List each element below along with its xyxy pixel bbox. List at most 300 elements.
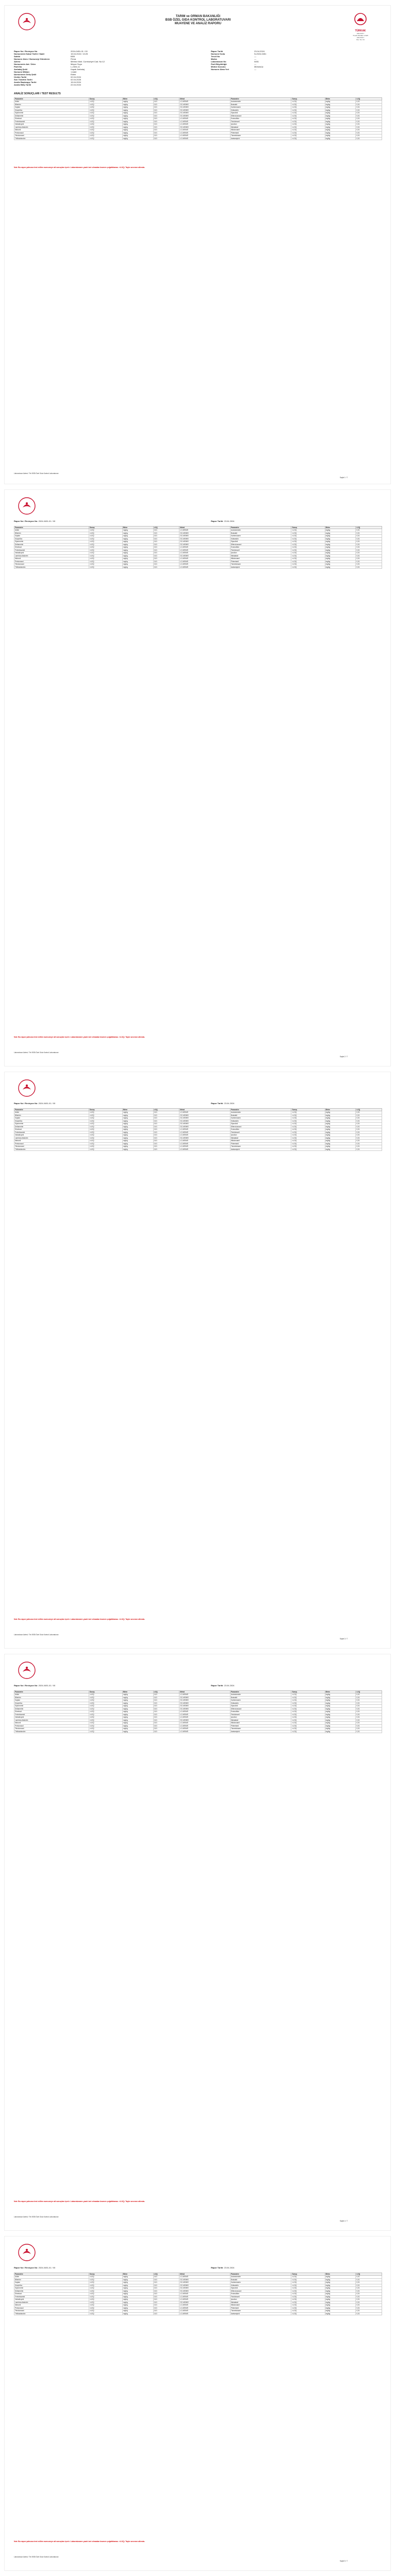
table-cell: <LOQ bbox=[291, 1131, 325, 1134]
table-cell: Trifloksistrobin bbox=[14, 566, 89, 569]
info-key: Parti Büyüklüğü bbox=[211, 63, 227, 65]
table-cell: <LOQ bbox=[89, 120, 122, 123]
table-cell: <LOQ bbox=[291, 126, 325, 129]
table-cell: mg/kg bbox=[122, 2304, 153, 2307]
table-cell: <LOQ bbox=[291, 1719, 325, 1722]
table-cell: 0,01 bbox=[356, 112, 382, 115]
report-info-right bbox=[211, 50, 266, 71]
table-cell: Trifloksistrobin bbox=[14, 1148, 89, 1151]
table-cell: mg/kg bbox=[122, 2278, 153, 2281]
info-value: 0451 bbox=[254, 60, 259, 63]
page-footer: Laboratuvar Adresi / Tel: BSB Özel Gıda Kontrol Laboratuvarı bbox=[14, 2556, 59, 2558]
table-cell: mg/kg bbox=[325, 134, 356, 138]
table-cell: Aldrin bbox=[14, 1111, 89, 1114]
column-header: Parametre bbox=[230, 1691, 291, 1693]
table-cell: mg/kg bbox=[122, 2301, 153, 2304]
table-cell: <LOQ bbox=[89, 540, 122, 544]
table-cell: Fenheksamid bbox=[14, 2295, 89, 2298]
table-cell: GC-MS/MS bbox=[179, 1699, 231, 1702]
table-cell: LC-MS/MS bbox=[179, 2310, 231, 2313]
table-cell: Siprodinil bbox=[230, 2287, 291, 2290]
table-cell: mg/kg bbox=[325, 1114, 356, 1117]
red-note: Not: Bu rapor yalnızca test edilen numuneye ait sonuçları içerir. Laboratuvarın yazılı izni olmadan kısmen çoğaltılamaz. <LOQ: Tayin sınırının altında. bbox=[14, 1036, 145, 1038]
table-cell: <LOQ bbox=[291, 2281, 325, 2284]
table-cell: 0,01 bbox=[153, 1707, 179, 1710]
table-cell: Pirimetanil bbox=[230, 2307, 291, 2310]
table-cell: 0,01 bbox=[153, 543, 179, 546]
table-cell: mg/kg bbox=[122, 1125, 153, 1128]
table-cell: <LOQ bbox=[89, 1120, 122, 1123]
table-cell: Fenheksamid bbox=[14, 1713, 89, 1716]
table-cell: 0,01 bbox=[356, 114, 382, 117]
table-cell: <LOQ bbox=[89, 2295, 122, 2298]
table-cell: GC-MS/MS bbox=[179, 540, 231, 544]
column-header: LOQ bbox=[356, 1691, 382, 1693]
table-cell: mg/kg bbox=[122, 529, 153, 532]
table-cell: 0,01 bbox=[153, 114, 179, 117]
red-note: Not: Bu rapor yalnızca test edilen numuneye ait sonuçları içerir. Laboratuvarın yazılı izni olmadan kısmen çoğaltılamaz. <LOQ: Tayin sınırının altında. bbox=[14, 166, 145, 168]
column-header: Sonuç bbox=[291, 1109, 325, 1111]
table-cell: mg/kg bbox=[325, 566, 356, 569]
table-cell: <LOQ bbox=[89, 535, 122, 538]
table-cell: İmidakloprid bbox=[14, 1134, 89, 1137]
table-cell: mg/kg bbox=[325, 2307, 356, 2310]
table-cell: 0,01 bbox=[356, 2304, 382, 2307]
table-cell: Endosülfan bbox=[230, 1128, 291, 1131]
table-cell: mg/kg bbox=[325, 543, 356, 546]
red-note: Not: Bu rapor yalnızca test edilen numuneye ait sonuçları içerir. Laboratuvarın yazılı izni olmadan kısmen çoğaltılamaz. <LOQ: Tayin sınırının altında. bbox=[14, 1618, 145, 1620]
table-cell: mg/kg bbox=[122, 1140, 153, 1143]
table-cell: <LOQ bbox=[291, 1713, 325, 1716]
table-cell: LC-MS/MS bbox=[179, 1693, 231, 1697]
info-value: N-2024-0451 bbox=[254, 53, 267, 55]
table-cell: Metomil bbox=[14, 557, 89, 561]
table-cell: 0,01 bbox=[356, 2295, 382, 2298]
table-cell: mg/kg bbox=[122, 2276, 153, 2279]
column-header: Sonuç bbox=[291, 2273, 325, 2276]
table-cell: LC-MS/MS bbox=[179, 1134, 231, 1137]
table-cell: 0,01 bbox=[153, 2278, 179, 2281]
table-cell: <LOQ bbox=[89, 529, 122, 532]
table-cell: Klotianidin bbox=[230, 109, 291, 112]
table-cell: mg/kg bbox=[122, 126, 153, 129]
table-cell: Karbendazim bbox=[230, 1117, 291, 1120]
table-cell: 0,01 bbox=[153, 126, 179, 129]
column-header: LOQ bbox=[356, 527, 382, 529]
table-cell: 0,01 bbox=[356, 557, 382, 561]
info-key: Ambalaj Şekli bbox=[14, 68, 28, 71]
column-header: Parametre bbox=[14, 2273, 89, 2276]
table-cell: <LOQ bbox=[291, 2295, 325, 2298]
table-cell: 0,01 bbox=[356, 100, 382, 104]
table-cell: 0,01 bbox=[153, 106, 179, 109]
table-cell: <LOQ bbox=[89, 1713, 122, 1716]
table-cell: 0,01 bbox=[153, 123, 179, 126]
table-cell: GC-MS/MS bbox=[179, 126, 231, 129]
table-cell: <LOQ bbox=[89, 1702, 122, 1705]
cont-k1: Rapor No / Revizyon No bbox=[14, 1684, 38, 1687]
page-number: Sayfa 2 / 7 bbox=[340, 1056, 348, 1058]
table-cell: 0,01 bbox=[153, 554, 179, 557]
table-cell: LC-MS/MS bbox=[179, 2298, 231, 2301]
table-cell: mg/kg bbox=[122, 1727, 153, 1731]
table-cell: <LOQ bbox=[89, 1140, 122, 1143]
results-table bbox=[14, 1690, 382, 1733]
info-value: — bbox=[254, 55, 256, 58]
table-cell: 0,01 bbox=[153, 1699, 179, 1702]
table-cell: 0,01 bbox=[153, 2293, 179, 2296]
table-cell: 0,01 bbox=[153, 1705, 179, 1708]
table-cell: LC-MS/MS bbox=[179, 1145, 231, 1148]
table-cell: <LOQ bbox=[89, 549, 122, 552]
table-cell: LC-MS/MS bbox=[179, 566, 231, 569]
table-cell: Miklobutanil bbox=[230, 557, 291, 561]
table-cell: Aldrin bbox=[14, 1693, 89, 1697]
table-cell: mg/kg bbox=[325, 1140, 356, 1143]
table-cell: mg/kg bbox=[325, 1111, 356, 1114]
table-cell: <LOQ bbox=[291, 1148, 325, 1151]
table-cell: Dimetoat bbox=[14, 1710, 89, 1714]
table-cell: 0,01 bbox=[153, 540, 179, 544]
table-cell: mg/kg bbox=[122, 1696, 153, 1699]
table-cell: 0,01 bbox=[153, 552, 179, 555]
table-cell: <LOQ bbox=[89, 2290, 122, 2293]
table-cell: <LOQ bbox=[89, 2276, 122, 2279]
table-row bbox=[14, 2312, 382, 2315]
page-number: Sayfa 5 / 7 bbox=[340, 2560, 348, 2562]
table-cell: <LOQ bbox=[89, 1705, 122, 1708]
table-cell: 0,01 bbox=[356, 120, 382, 123]
continuation-header-right: Rapor Tarihi: 23.04.2024 bbox=[211, 1684, 235, 1687]
info-value: 15.04.2024 / 10:25 bbox=[71, 53, 88, 55]
table-cell: <LOQ bbox=[89, 134, 122, 138]
table-cell: 0,01 bbox=[356, 529, 382, 532]
ministry-emblem bbox=[18, 1079, 36, 1097]
table-cell: LC-MS/MS bbox=[179, 2304, 231, 2307]
column-header: Birim bbox=[122, 527, 153, 529]
table-cell: Sipermetrin bbox=[14, 540, 89, 544]
table-cell: mg/kg bbox=[325, 100, 356, 104]
results-table bbox=[14, 97, 382, 140]
accreditation-code: AB-0745-T bbox=[356, 32, 365, 35]
table-cell: Klotianidin bbox=[230, 2284, 291, 2287]
table-cell: <LOQ bbox=[89, 1137, 122, 1140]
table-cell: <LOQ bbox=[291, 129, 325, 132]
table-cell: mg/kg bbox=[325, 1707, 356, 1710]
table-cell: İmidakloprid bbox=[14, 552, 89, 555]
table-cell: mg/kg bbox=[122, 1142, 153, 1145]
column-header: Parametre bbox=[14, 1691, 89, 1693]
table-cell: 0,01 bbox=[153, 2290, 179, 2293]
table-cell: <LOQ bbox=[89, 1134, 122, 1137]
column-header: Sonuç bbox=[291, 1691, 325, 1693]
table-cell: mg/kg bbox=[325, 1696, 356, 1699]
table-cell: 0,01 bbox=[153, 1145, 179, 1148]
table-cell: 0,01 bbox=[356, 1693, 382, 1697]
table-cell: LC-MS/MS bbox=[179, 117, 231, 121]
table-row bbox=[14, 566, 382, 569]
table-cell: Sipermetrin bbox=[14, 1123, 89, 1126]
table-cell: 0,01 bbox=[153, 1142, 179, 1145]
table-cell: 0,01 bbox=[153, 1134, 179, 1137]
column-header: Parametre bbox=[230, 2273, 291, 2276]
table-cell: GC-MS/MS bbox=[179, 1719, 231, 1722]
ministry-emblem bbox=[18, 497, 36, 515]
table-cell: <LOQ bbox=[89, 117, 122, 121]
table-cell: mg/kg bbox=[122, 2295, 153, 2298]
table-cell: <LOQ bbox=[291, 1724, 325, 1727]
table-cell: mg/kg bbox=[122, 1114, 153, 1117]
column-header: Metot bbox=[179, 1109, 231, 1111]
table-cell: mg/kg bbox=[325, 552, 356, 555]
table-cell: <LOQ bbox=[291, 1693, 325, 1697]
table-cell: LC-MS/MS bbox=[179, 2312, 231, 2315]
table-cell: Miklobutanil bbox=[230, 129, 291, 132]
table-cell: mg/kg bbox=[325, 2312, 356, 2315]
column-header: Sonuç bbox=[89, 527, 122, 529]
table-cell: 0,01 bbox=[153, 1716, 179, 1719]
table-cell: <LOQ bbox=[291, 114, 325, 117]
table-cell: Siprodinil bbox=[230, 540, 291, 544]
info-key: Son Tüketim Tarihi bbox=[14, 78, 32, 81]
table-cell: Miklobutanil bbox=[230, 2304, 291, 2307]
table-cell: GC-MS/MS bbox=[179, 1707, 231, 1710]
table-cell: 0,01 bbox=[356, 554, 382, 557]
table-cell: mg/kg bbox=[122, 1707, 153, 1710]
table-cell: <LOQ bbox=[89, 537, 122, 540]
table-cell: 0,01 bbox=[153, 1120, 179, 1123]
table-cell: GC-MS/MS bbox=[179, 106, 231, 109]
table-cell: 0,01 bbox=[153, 2298, 179, 2301]
table-cell: mg/kg bbox=[122, 120, 153, 123]
table-cell: 0,01 bbox=[153, 1125, 179, 1128]
table-cell: <LOQ bbox=[89, 2310, 122, 2313]
table-cell: mg/kg bbox=[325, 2310, 356, 2313]
table-cell: Lambda-sihalotrin bbox=[14, 554, 89, 557]
table-cell: İprodion bbox=[230, 1716, 291, 1719]
table-cell: <LOQ bbox=[291, 1123, 325, 1126]
table-cell: mg/kg bbox=[122, 114, 153, 117]
table-cell: mg/kg bbox=[325, 532, 356, 535]
table-cell: 0,01 bbox=[356, 1722, 382, 1725]
table-cell: <LOQ bbox=[89, 1128, 122, 1131]
table-cell: <LOQ bbox=[89, 1710, 122, 1714]
table-cell: Penkonazol bbox=[14, 2307, 89, 2310]
table-cell: <LOQ bbox=[291, 1134, 325, 1137]
table-cell: 0,01 bbox=[356, 1148, 382, 1151]
info-key: Numunenin Kabul Tarihi / Saati bbox=[14, 53, 44, 55]
table-cell: 0,01 bbox=[356, 109, 382, 112]
table-cell: Fenheksamid bbox=[14, 120, 89, 123]
table-cell: 0,01 bbox=[153, 2304, 179, 2307]
table-cell: <LOQ bbox=[291, 2312, 325, 2315]
table-cell: mg/kg bbox=[122, 554, 153, 557]
column-header: Birim bbox=[325, 527, 356, 529]
table-cell: <LOQ bbox=[89, 129, 122, 132]
table-cell: <LOQ bbox=[291, 1145, 325, 1148]
table-cell: mg/kg bbox=[325, 1710, 356, 1714]
table-cell: 0,01 bbox=[356, 1727, 382, 1731]
ministry-emblem bbox=[18, 1662, 36, 1679]
table-cell: <LOQ bbox=[89, 2304, 122, 2307]
table-cell: <LOQ bbox=[89, 126, 122, 129]
table-cell: mg/kg bbox=[325, 1148, 356, 1151]
table-cell: mg/kg bbox=[122, 1710, 153, 1714]
table-cell: <LOQ bbox=[291, 2278, 325, 2281]
page-footer: Laboratuvar Adresi / Tel: BSB Özel Gıda Kontrol Laboratuvarı bbox=[14, 2216, 59, 2218]
table-cell: GC-MS/MS bbox=[179, 2301, 231, 2304]
table-cell: <LOQ bbox=[291, 1114, 325, 1117]
continuation-header: Rapor No / Revizyon No: 2024-0451-01 / 00 bbox=[14, 520, 56, 522]
table-cell: Difenokonazol bbox=[230, 1125, 291, 1128]
table-cell: <LOQ bbox=[89, 1125, 122, 1128]
table-cell: <LOQ bbox=[89, 1696, 122, 1699]
table-cell: mg/kg bbox=[325, 537, 356, 540]
table-cell: mg/kg bbox=[122, 1713, 153, 1716]
header-title bbox=[5, 15, 391, 26]
info-key: Parti No bbox=[14, 65, 22, 68]
table-cell: LC-MS/MS bbox=[179, 129, 231, 132]
column-header: Birim bbox=[325, 1691, 356, 1693]
table-cell: LC-MS/MS bbox=[179, 137, 231, 140]
table-cell: mg/kg bbox=[122, 2293, 153, 2296]
table-cell: mg/kg bbox=[122, 123, 153, 126]
table-cell: Tiametoksam bbox=[230, 1727, 291, 1731]
column-header: Birim bbox=[122, 1691, 153, 1693]
table-cell: Klotianidin bbox=[230, 1120, 291, 1123]
table-cell: mg/kg bbox=[122, 2298, 153, 2301]
table-cell: 0,01 bbox=[356, 2312, 382, 2315]
table-cell: <LOQ bbox=[291, 2307, 325, 2310]
table-cell: <LOQ bbox=[89, 1722, 122, 1725]
info-value: — bbox=[254, 68, 256, 71]
table-cell: mg/kg bbox=[325, 2295, 356, 2298]
column-header: LOQ bbox=[356, 98, 382, 100]
table-cell: <LOQ bbox=[291, 123, 325, 126]
table-cell: <LOQ bbox=[291, 1699, 325, 1702]
table-cell: 0,01 bbox=[356, 1730, 382, 1733]
info-value: — bbox=[254, 63, 256, 65]
table-cell: Difenokonazol bbox=[230, 543, 291, 546]
table-cell: 0,01 bbox=[153, 2287, 179, 2290]
table-cell: 0,01 bbox=[356, 1705, 382, 1708]
table-cell: mg/kg bbox=[325, 535, 356, 538]
column-header: LOQ bbox=[356, 2273, 382, 2276]
table-cell: Pirimetanil bbox=[230, 560, 291, 563]
info-value: Mühürsüz bbox=[254, 65, 264, 68]
table-cell: Pirimetanil bbox=[230, 1724, 291, 1727]
table-cell: 0,01 bbox=[153, 1148, 179, 1151]
table-cell: <LOQ bbox=[291, 2290, 325, 2293]
table-cell: <LOQ bbox=[89, 566, 122, 569]
continuation-header: Rapor No / Revizyon No: 2024-0451-01 / 00 bbox=[14, 1102, 56, 1105]
column-header: Birim bbox=[325, 98, 356, 100]
table-cell: 0,01 bbox=[356, 117, 382, 121]
table-cell: <LOQ bbox=[89, 2301, 122, 2304]
table-cell: 0,01 bbox=[356, 2284, 382, 2287]
info-key: Laboratuvar No bbox=[211, 60, 226, 63]
table-cell: GC-MS/MS bbox=[179, 2284, 231, 2287]
table-cell: Boskalid bbox=[230, 103, 291, 106]
table-cell: mg/kg bbox=[325, 2278, 356, 2281]
table-cell: <LOQ bbox=[89, 114, 122, 117]
table-cell: GC-MS/MS bbox=[179, 532, 231, 535]
table-cell: 0,01 bbox=[356, 1716, 382, 1719]
table-cell: <LOQ bbox=[89, 2284, 122, 2287]
table-cell: <LOQ bbox=[89, 552, 122, 555]
table-cell: Endosülfan bbox=[230, 117, 291, 121]
table-cell: mg/kg bbox=[122, 1722, 153, 1725]
table-cell: Metomil bbox=[14, 129, 89, 132]
table-cell: mg/kg bbox=[325, 546, 356, 549]
table-cell: 0,01 bbox=[356, 566, 382, 569]
table-cell: 0,01 bbox=[153, 2310, 179, 2313]
table-cell: <LOQ bbox=[291, 1140, 325, 1143]
cont-v1: 2024-0451-01 / 00 bbox=[38, 1684, 56, 1687]
table-cell: 0,01 bbox=[356, 2281, 382, 2284]
table-cell: LC-MS/MS bbox=[179, 1111, 231, 1114]
table-cell: <LOQ bbox=[291, 117, 325, 121]
results-table-wrap bbox=[14, 1690, 382, 1733]
table-cell: <LOQ bbox=[291, 546, 325, 549]
table-cell: Asetamiprid bbox=[230, 2312, 291, 2315]
table-cell: Boskalid bbox=[230, 1114, 291, 1117]
table-cell: LC-MS/MS bbox=[179, 1710, 231, 1714]
continuation-header-right: Rapor Tarihi: 23.04.2024 bbox=[211, 520, 235, 522]
table-cell: mg/kg bbox=[122, 2284, 153, 2287]
info-key: Numune Alımı / Numuneyi Gönderen bbox=[14, 58, 50, 60]
table-cell: Tebukonazol bbox=[14, 1145, 89, 1148]
table-cell: <LOQ bbox=[291, 112, 325, 115]
table-cell: <LOQ bbox=[291, 131, 325, 134]
table-cell: 0,01 bbox=[356, 129, 382, 132]
table-cell: GC-MS/MS bbox=[179, 2281, 231, 2284]
table-cell: <LOQ bbox=[291, 1111, 325, 1114]
table-cell: mg/kg bbox=[325, 1142, 356, 1145]
table-cell: Metomil bbox=[14, 1722, 89, 1725]
table-cell: Azoksistrobin bbox=[230, 1693, 291, 1697]
table-cell: Bifentrin bbox=[14, 103, 89, 106]
table-cell: <LOQ bbox=[89, 106, 122, 109]
table-cell: Dimetoat bbox=[14, 2293, 89, 2296]
table-cell: <LOQ bbox=[89, 554, 122, 557]
table-cell: Karbendazim bbox=[230, 106, 291, 109]
table-cell: Endosülfan bbox=[230, 2293, 291, 2296]
table-cell: mg/kg bbox=[122, 557, 153, 561]
table-cell: Trifloksistrobin bbox=[14, 2312, 89, 2315]
table-cell: 0,01 bbox=[356, 560, 382, 563]
table-cell: <LOQ bbox=[89, 546, 122, 549]
table-cell: mg/kg bbox=[122, 552, 153, 555]
table-row bbox=[14, 1148, 382, 1151]
table-cell: <LOQ bbox=[89, 2287, 122, 2290]
table-cell: İprodion bbox=[230, 2298, 291, 2301]
table-cell: Deltametrin bbox=[14, 1125, 89, 1128]
table-cell: mg/kg bbox=[325, 1716, 356, 1719]
column-header: LOQ bbox=[153, 1691, 179, 1693]
table-cell: Kaptan bbox=[14, 1117, 89, 1120]
table-cell: 0,01 bbox=[356, 2290, 382, 2293]
table-cell: 0,01 bbox=[153, 137, 179, 140]
table-cell: 0,01 bbox=[153, 1722, 179, 1725]
table-cell: Klorpirifos bbox=[14, 1120, 89, 1123]
table-cell: LC-MS/MS bbox=[179, 2276, 231, 2279]
table-cell: 0,01 bbox=[153, 129, 179, 132]
table-cell: GC-MS/MS bbox=[179, 1125, 231, 1128]
table-cell: 0,01 bbox=[153, 1719, 179, 1722]
table-cell: mg/kg bbox=[122, 540, 153, 544]
table-cell: Difenokonazol bbox=[230, 2290, 291, 2293]
